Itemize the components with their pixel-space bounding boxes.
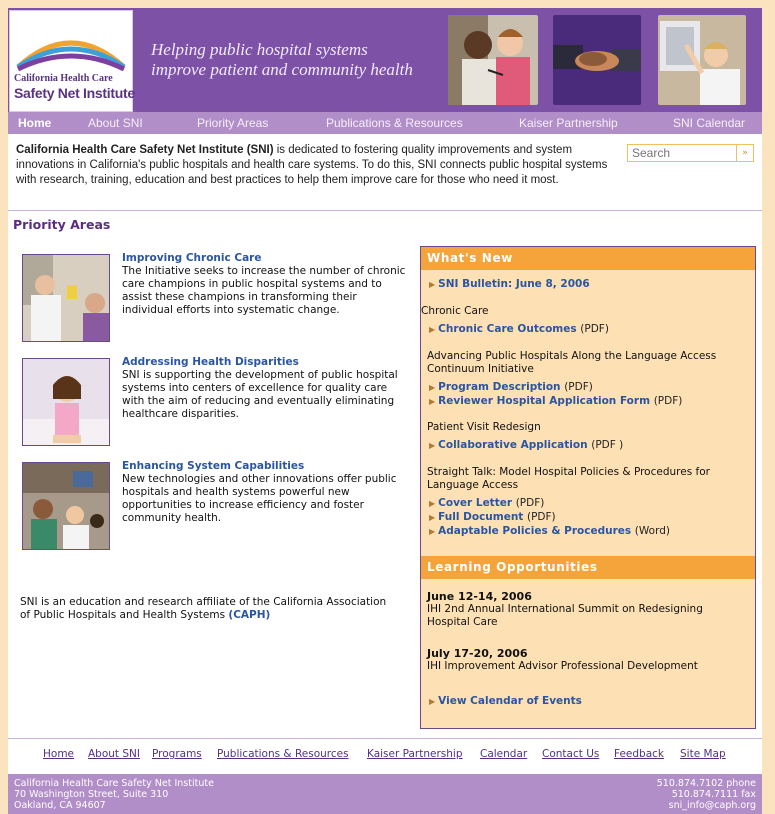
view-calendar-link[interactable]	[429, 695, 582, 707]
intro-body: is dedicated to fostering quality improvements and system innovations in California's public hospitals and health care systems. To do this, SNI connects public hospital systems with research, training, education and best practices to help them improve care for those who need it most.	[16, 144, 608, 186]
full-document-link[interactable]	[429, 511, 556, 523]
priority-text: New technologies and other innovations offer public hospitals and health systems powerful new opportunities to increase efficiency and foster community health.	[122, 473, 397, 524]
footer-org-name: California Health Care Safety Net Institute	[14, 778, 214, 789]
footer-phone: 510.874.7102 phone	[656, 778, 756, 789]
event-description: IHI 2nd Annual International Summit on Redesigning Hospital Care	[427, 603, 703, 628]
footer-link-feedback[interactable]: Feedback	[614, 748, 665, 760]
affiliate-text	[20, 596, 390, 622]
file-type: (PDF)	[526, 511, 556, 523]
adaptable-policies-link[interactable]	[429, 525, 670, 537]
arrow-icon: ▶	[429, 513, 436, 522]
link-label: Collaborative Application	[438, 439, 588, 451]
link-label: Reviewer Hospital Application Form	[438, 395, 651, 407]
priority-text: SNI is supporting the development of public hospital systems into centers of excellence for quality care with the aim of reducing and eventually eliminating healthcare disparities.	[122, 369, 398, 420]
photo-doctor-child	[448, 15, 538, 105]
footer-address-2: Oakland, CA 94607	[14, 800, 106, 811]
divider	[8, 738, 762, 739]
logo-line-1: California Health Care	[14, 73, 113, 84]
link-label: Adaptable Policies & Procedures	[438, 525, 632, 537]
header	[8, 8, 762, 112]
patient-visit-label: Patient Visit Redesign	[427, 421, 541, 433]
file-type: (Word)	[634, 525, 670, 537]
system-capabilities-photo	[22, 462, 110, 550]
file-type: (PDF)	[580, 323, 609, 335]
caph-link[interactable]: (CAPH)	[228, 609, 271, 621]
logo-arcs-icon	[14, 19, 128, 71]
footer-address-1: 70 Washington Street, Suite 310	[14, 789, 169, 800]
photo-xray-doctor	[658, 15, 746, 105]
tagline	[151, 40, 413, 80]
arrow-icon: ▶	[429, 383, 436, 392]
nav-home[interactable]: Home	[18, 116, 52, 130]
sidebar-panel	[420, 246, 756, 729]
footer-contact	[657, 778, 756, 811]
collaborative-application-link[interactable]	[429, 439, 623, 451]
straight-talk-label: Straight Talk: Model Hospital Policies & Procedures for Language Access	[427, 466, 710, 491]
link-label: Chronic Care Outcomes	[438, 323, 577, 335]
health-disparities-photo	[22, 358, 110, 446]
nav-about-sni[interactable]: About SNI	[88, 116, 143, 130]
file-type: (PDF)	[653, 395, 683, 407]
priority-heading-chronic-care[interactable]: Improving Chronic Care	[122, 252, 262, 264]
affiliate-body: SNI is an education and research affiliate of the California Association of Public Hospitals and Health Systems	[20, 596, 387, 621]
footer-link-about-sni[interactable]: About SNI	[88, 748, 140, 760]
logo-line-2: Safety Net Institute	[14, 85, 135, 101]
event-date: June 12-14, 2006	[427, 590, 532, 603]
link-label: Full Document	[438, 511, 524, 523]
footer-link-calendar[interactable]: Calendar	[480, 748, 528, 760]
arrow-icon: ▶	[429, 441, 436, 450]
logo[interactable]	[9, 10, 133, 112]
intro-org-name: California Health Care Safety Net Institute (SNI)	[16, 144, 274, 156]
arrow-icon: ▶	[429, 527, 436, 536]
arrow-icon: ▶	[429, 325, 436, 334]
file-type: (PDF )	[591, 439, 624, 451]
footer-address	[14, 778, 214, 811]
footer-link-home[interactable]: Home	[43, 748, 75, 760]
footer-link-publications[interactable]: Publications & Resources	[217, 748, 349, 760]
search-button[interactable]: »	[736, 144, 754, 162]
footer-fax: 510.874.7111 fax	[671, 789, 756, 800]
footer-link-site-map[interactable]: Site Map	[680, 748, 726, 760]
link-label: Program Description	[438, 381, 561, 393]
footer-email[interactable]: sni_info@caph.org	[668, 800, 756, 811]
file-type: (PDF)	[564, 381, 593, 393]
nav-kaiser-partnership[interactable]: Kaiser Partnership	[519, 116, 618, 130]
nav-publications[interactable]: Publications & Resources	[326, 116, 463, 130]
arrow-icon: ▶	[429, 697, 436, 706]
footer-link-contact-us[interactable]: Contact Us	[542, 748, 600, 760]
priority-heading-system-capabilities[interactable]: Enhancing System Capabilities	[122, 460, 305, 472]
cover-letter-link[interactable]	[429, 497, 544, 509]
arrow-icon: ▶	[429, 280, 436, 289]
arrow-icon: ▶	[429, 397, 436, 406]
event-date: July 17-20, 2006	[427, 647, 528, 660]
main-nav	[8, 112, 762, 134]
footer-nav	[8, 748, 762, 766]
bulletin-link[interactable]	[429, 278, 590, 290]
search-input[interactable]	[627, 144, 739, 162]
tagline-line-1: Helping public hospital systems	[151, 40, 368, 59]
link-label: Cover Letter	[438, 497, 513, 509]
learning-opportunities-title: Learning Opportunities	[421, 556, 755, 579]
priority-areas-title: Priority Areas	[13, 217, 111, 232]
footer	[8, 774, 762, 814]
nav-priority-areas[interactable]: Priority Areas	[197, 116, 269, 130]
photo-handshake	[553, 15, 641, 105]
chronic-care-label: Chronic Care	[421, 305, 489, 317]
whats-new-title: What's New	[421, 247, 755, 270]
language-access-label: Advancing Public Hospitals Along the Language Access Continuum Initiative	[427, 350, 717, 375]
priority-text: The Initiative seeks to increase the number of chronic care champions in public hospital systems and to assist these champions in transforming their individual efforts into systematic change.	[122, 265, 406, 316]
bulletin-label: SNI Bulletin: June 8, 2006	[438, 278, 590, 290]
priority-heading-health-disparities[interactable]: Addressing Health Disparities	[122, 356, 299, 368]
arrow-icon: ▶	[429, 499, 436, 508]
intro-text	[16, 143, 612, 188]
link-label: View Calendar of Events	[438, 695, 582, 707]
chronic-care-outcomes-link[interactable]	[429, 323, 609, 335]
reviewer-form-link[interactable]	[429, 395, 682, 407]
footer-link-kaiser-partnership[interactable]: Kaiser Partnership	[367, 748, 463, 760]
chronic-care-photo	[22, 254, 110, 342]
file-type: (PDF)	[515, 497, 545, 509]
page	[8, 8, 762, 814]
event-description: IHI Improvement Advisor Professional Development	[427, 660, 698, 672]
footer-link-programs[interactable]: Programs	[152, 748, 202, 760]
program-description-link[interactable]	[429, 381, 593, 393]
divider	[8, 210, 762, 211]
nav-sni-calendar[interactable]: SNI Calendar	[673, 116, 746, 130]
tagline-line-2: improve patient and community health	[151, 60, 413, 79]
